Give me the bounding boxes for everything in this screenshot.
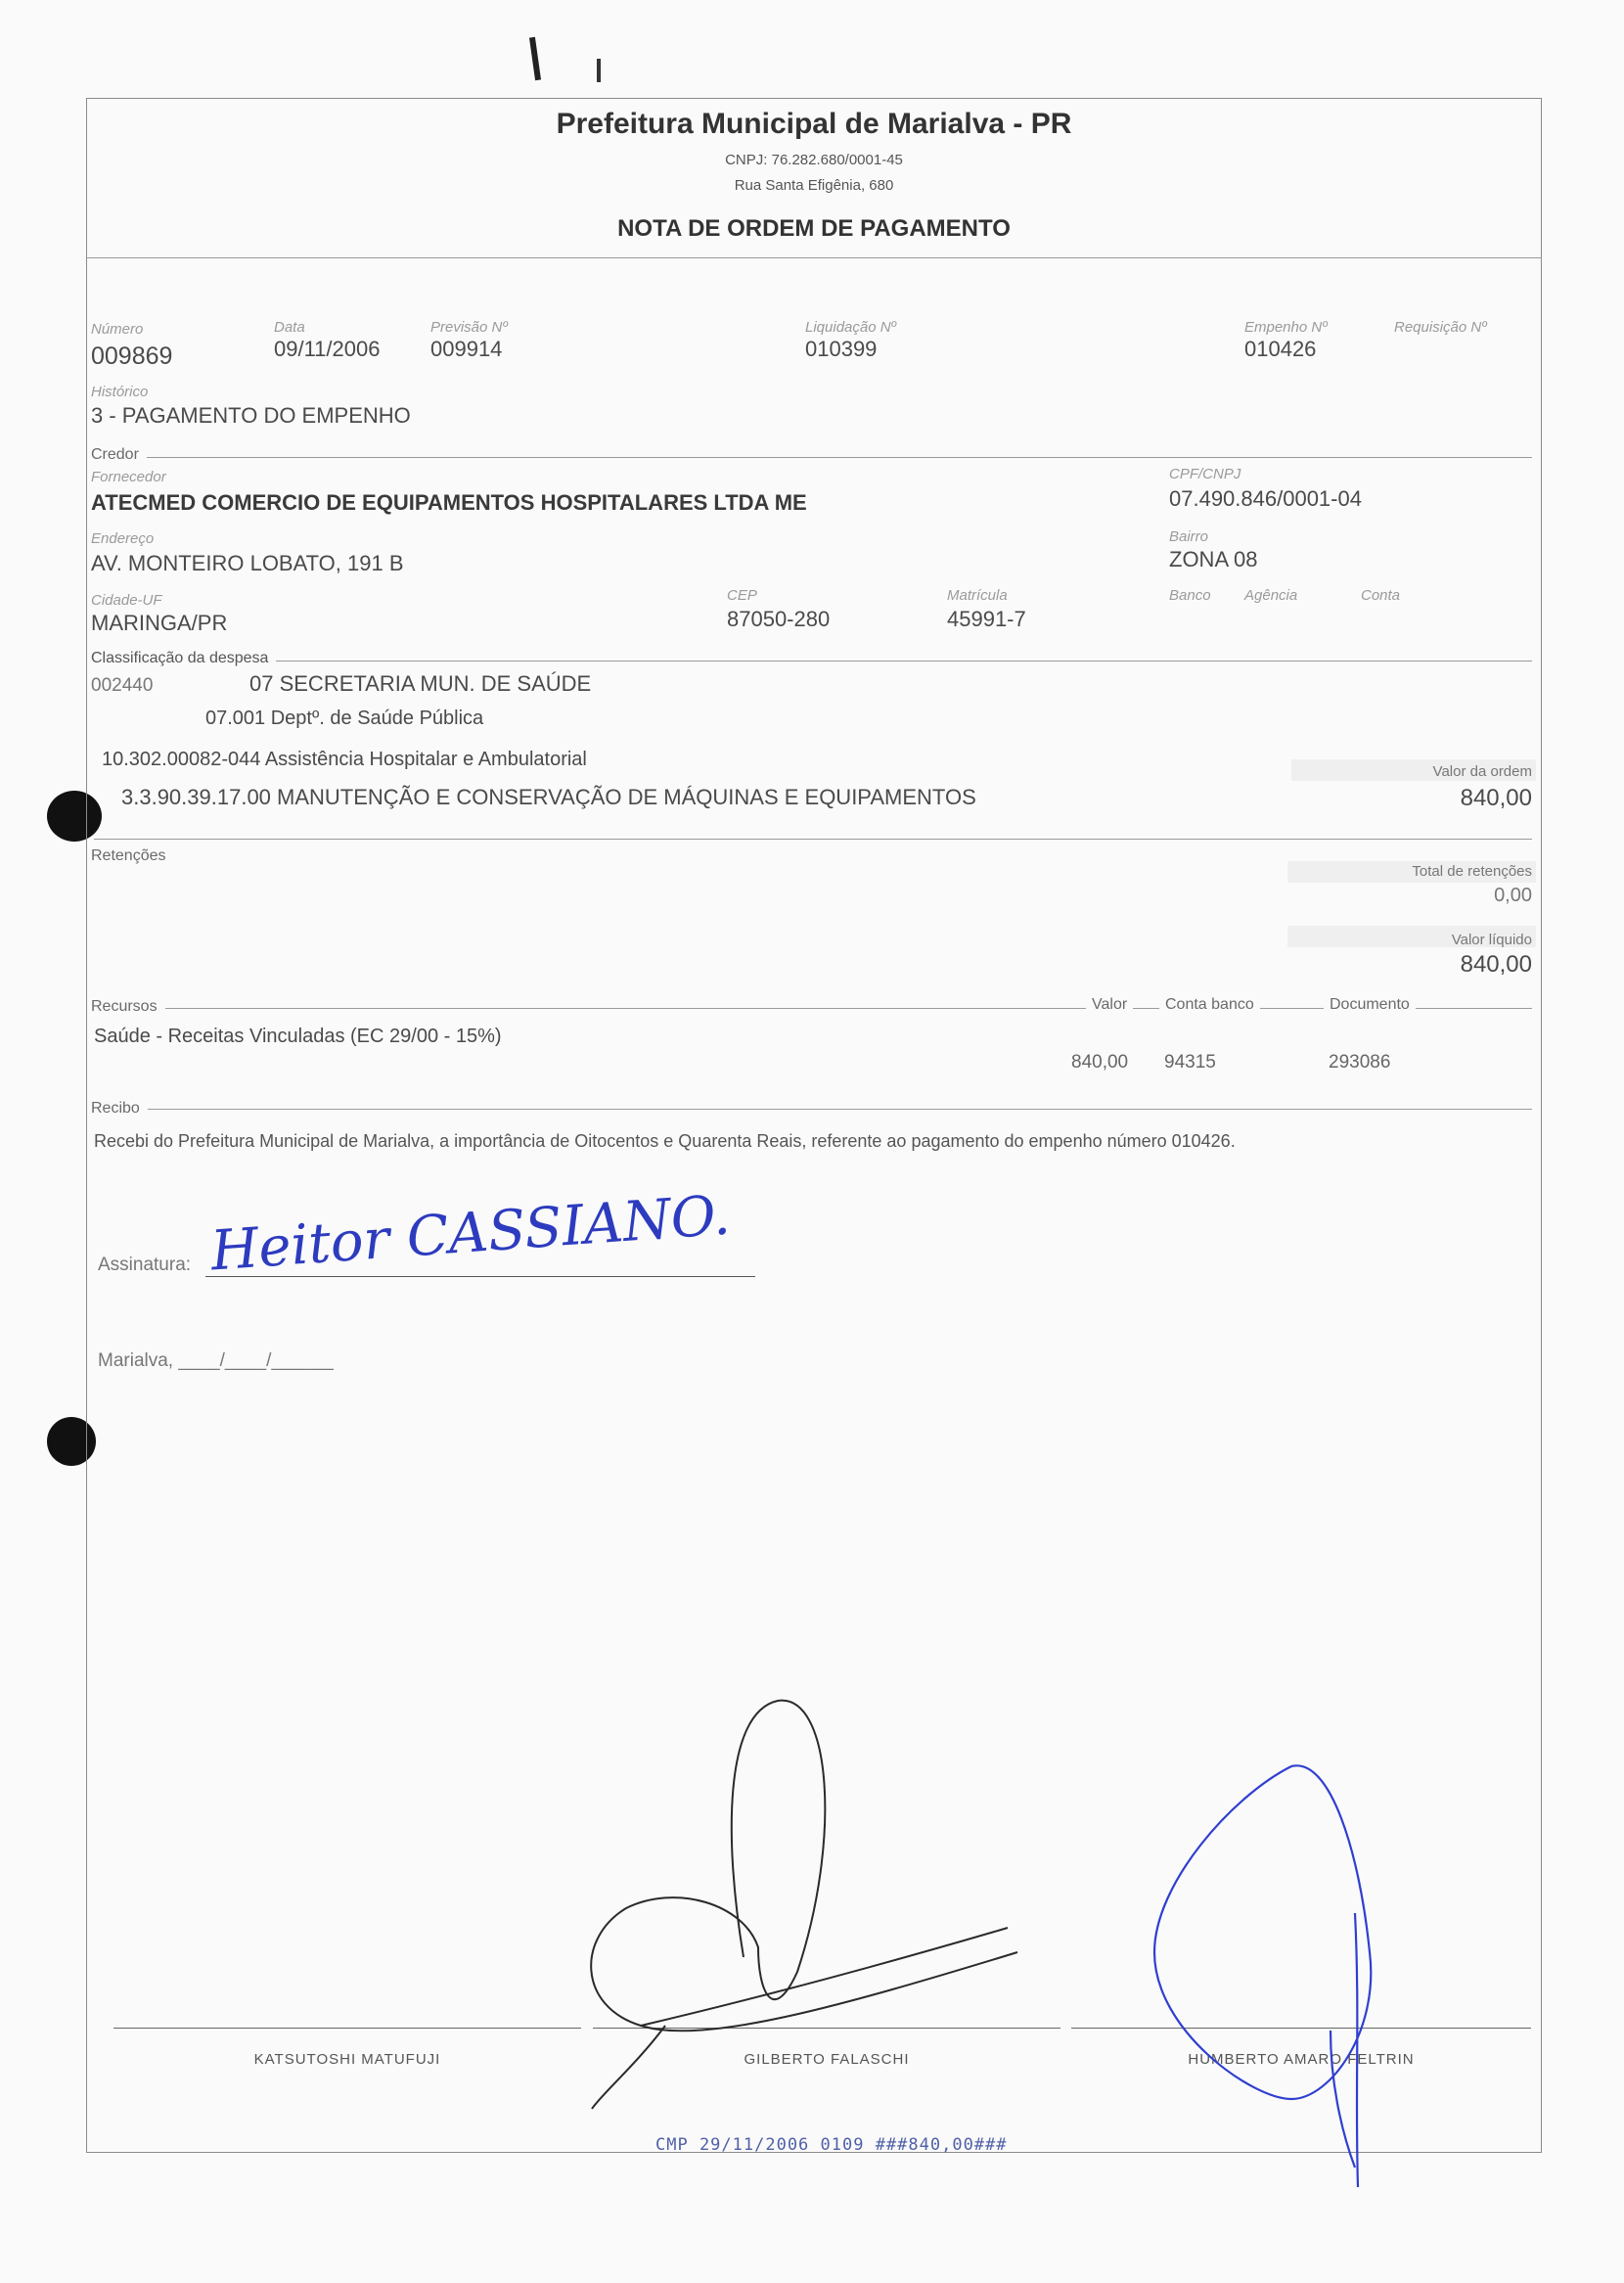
total-retencoes-label: Total de retenções: [1412, 863, 1532, 880]
classificacao-line3: 10.302.00082-044 Assistência Hospitalar e Ambulatorial: [102, 749, 587, 770]
liquidacao-value: 010399: [805, 337, 878, 361]
cnpj-text: CNPJ: 76.282.680/0001-45: [725, 152, 903, 168]
credor-divider: [94, 457, 1532, 458]
assinatura-handwriting: Heitor CASSIANO.: [208, 1183, 733, 1284]
previsao-label: Previsão Nº: [430, 319, 508, 336]
recibo-text: Recebi do Prefeitura Municipal de Marialva, a importância de Oitocentos e Quarenta Reais, referente ao pagamento do empenho número 010426.: [94, 1131, 1236, 1151]
previsao-value: 009914: [430, 337, 503, 361]
recursos-section-label: Recursos: [91, 998, 165, 1016]
valor-ordem-label: Valor da ordem: [1432, 763, 1532, 780]
doc-title: NOTA DE ORDEM DE PAGAMENTO: [617, 215, 1011, 242]
scan-mark: [529, 37, 541, 80]
credor-section-label: Credor: [91, 446, 147, 464]
valor-liquido-value: 840,00: [1460, 951, 1532, 978]
retencoes-section-label: Retenções: [91, 847, 174, 865]
scan-mark: [597, 59, 601, 82]
valor-ordem-value: 840,00: [1460, 785, 1532, 811]
matricula-label: Matrícula: [947, 587, 1008, 604]
endereco-value: AV. MONTEIRO LOBATO, 191 B: [91, 551, 404, 575]
empenho-value: 010426: [1244, 337, 1317, 361]
recibo-section-label: Recibo: [91, 1100, 148, 1118]
bairro-value: ZONA 08: [1169, 547, 1258, 571]
classificacao-code: 002440: [91, 675, 154, 696]
requisicao-label: Requisição Nº: [1394, 319, 1487, 336]
numero-label: Número: [91, 321, 144, 338]
total-retencoes-value: 0,00: [1494, 885, 1532, 906]
data-value: 09/11/2006: [274, 337, 381, 361]
recursos-conta-label: Conta banco: [1159, 996, 1260, 1014]
fornecedor-value: ATECMED COMERCIO DE EQUIPAMENTOS HOSPITALARES LTDA ME: [91, 490, 807, 515]
agencia-label: Agência: [1244, 587, 1298, 604]
bairro-label: Bairro: [1169, 528, 1209, 545]
recursos-documento-label: Documento: [1324, 996, 1416, 1014]
recursos-valor: 840,00: [1071, 1052, 1129, 1073]
cidade-label: Cidade-UF: [91, 592, 162, 609]
recibo-divider: [94, 1109, 1532, 1110]
valor-liquido-label: Valor líquido: [1451, 932, 1532, 948]
page-title: Prefeitura Municipal de Marialva - PR: [556, 108, 1072, 140]
signature-drawing: [548, 1693, 1096, 2133]
cep-value: 87050-280: [727, 607, 831, 631]
cep-label: CEP: [727, 587, 757, 604]
assinatura-label: Assinatura:: [98, 1255, 192, 1275]
historico-value: 3 - PAGAMENTO DO EMPENHO: [91, 403, 411, 428]
matricula-value: 45991-7: [947, 607, 1026, 631]
bank-stamp: CMP 29/11/2006 0109 ###840,00###: [655, 2135, 1008, 2155]
header-divider: [86, 257, 1542, 258]
classificacao-line1: 07 SECRETARIA MUN. DE SAÚDE: [249, 671, 592, 696]
recursos-documento: 293086: [1329, 1052, 1391, 1073]
recursos-valor-label: Valor: [1086, 996, 1133, 1014]
banco-label: Banco: [1169, 587, 1211, 604]
signature-drawing: [1135, 1737, 1409, 2187]
fornecedor-label: Fornecedor: [91, 469, 166, 485]
address-text: Rua Santa Efigênia, 680: [734, 177, 894, 194]
local-date: Marialva, ____/____/______: [98, 1350, 334, 1371]
classificacao-line4: 3.3.90.39.17.00 MANUTENÇÃO E CONSERVAÇÃO DE MÁQUINAS E EQUIPAMENTOS: [121, 785, 976, 809]
endereco-label: Endereço: [91, 530, 155, 547]
signatory-1: KATSUTOSHI MATUFUJI: [253, 2051, 441, 2068]
historico-label: Histórico: [91, 384, 149, 400]
classificacao-divider: [94, 661, 1532, 662]
conta-label: Conta: [1361, 587, 1401, 604]
numero-value: 009869: [91, 342, 173, 370]
cpf-label: CPF/CNPJ: [1169, 466, 1241, 482]
classificacao-section-label: Classificação da despesa: [91, 650, 276, 667]
classificacao-line2: 07.001 Deptº. de Saúde Pública: [205, 708, 484, 729]
signatory-3: HUMBERTO AMARO FELTRIN: [1188, 2051, 1415, 2068]
recursos-conta: 94315: [1164, 1052, 1216, 1073]
recursos-divider: [94, 1008, 1532, 1009]
signatory-2: GILBERTO FALASCHI: [744, 2051, 910, 2068]
liquidacao-label: Liquidação Nº: [805, 319, 897, 336]
retencoes-divider: [94, 839, 1532, 840]
signature-line: [113, 2028, 581, 2029]
cpf-value: 07.490.846/0001-04: [1169, 486, 1362, 511]
empenho-label: Empenho Nº: [1244, 319, 1328, 336]
cidade-value: MARINGA/PR: [91, 611, 228, 635]
data-label: Data: [274, 319, 305, 336]
recursos-descricao: Saúde - Receitas Vinculadas (EC 29/00 - 15%): [94, 1026, 502, 1047]
